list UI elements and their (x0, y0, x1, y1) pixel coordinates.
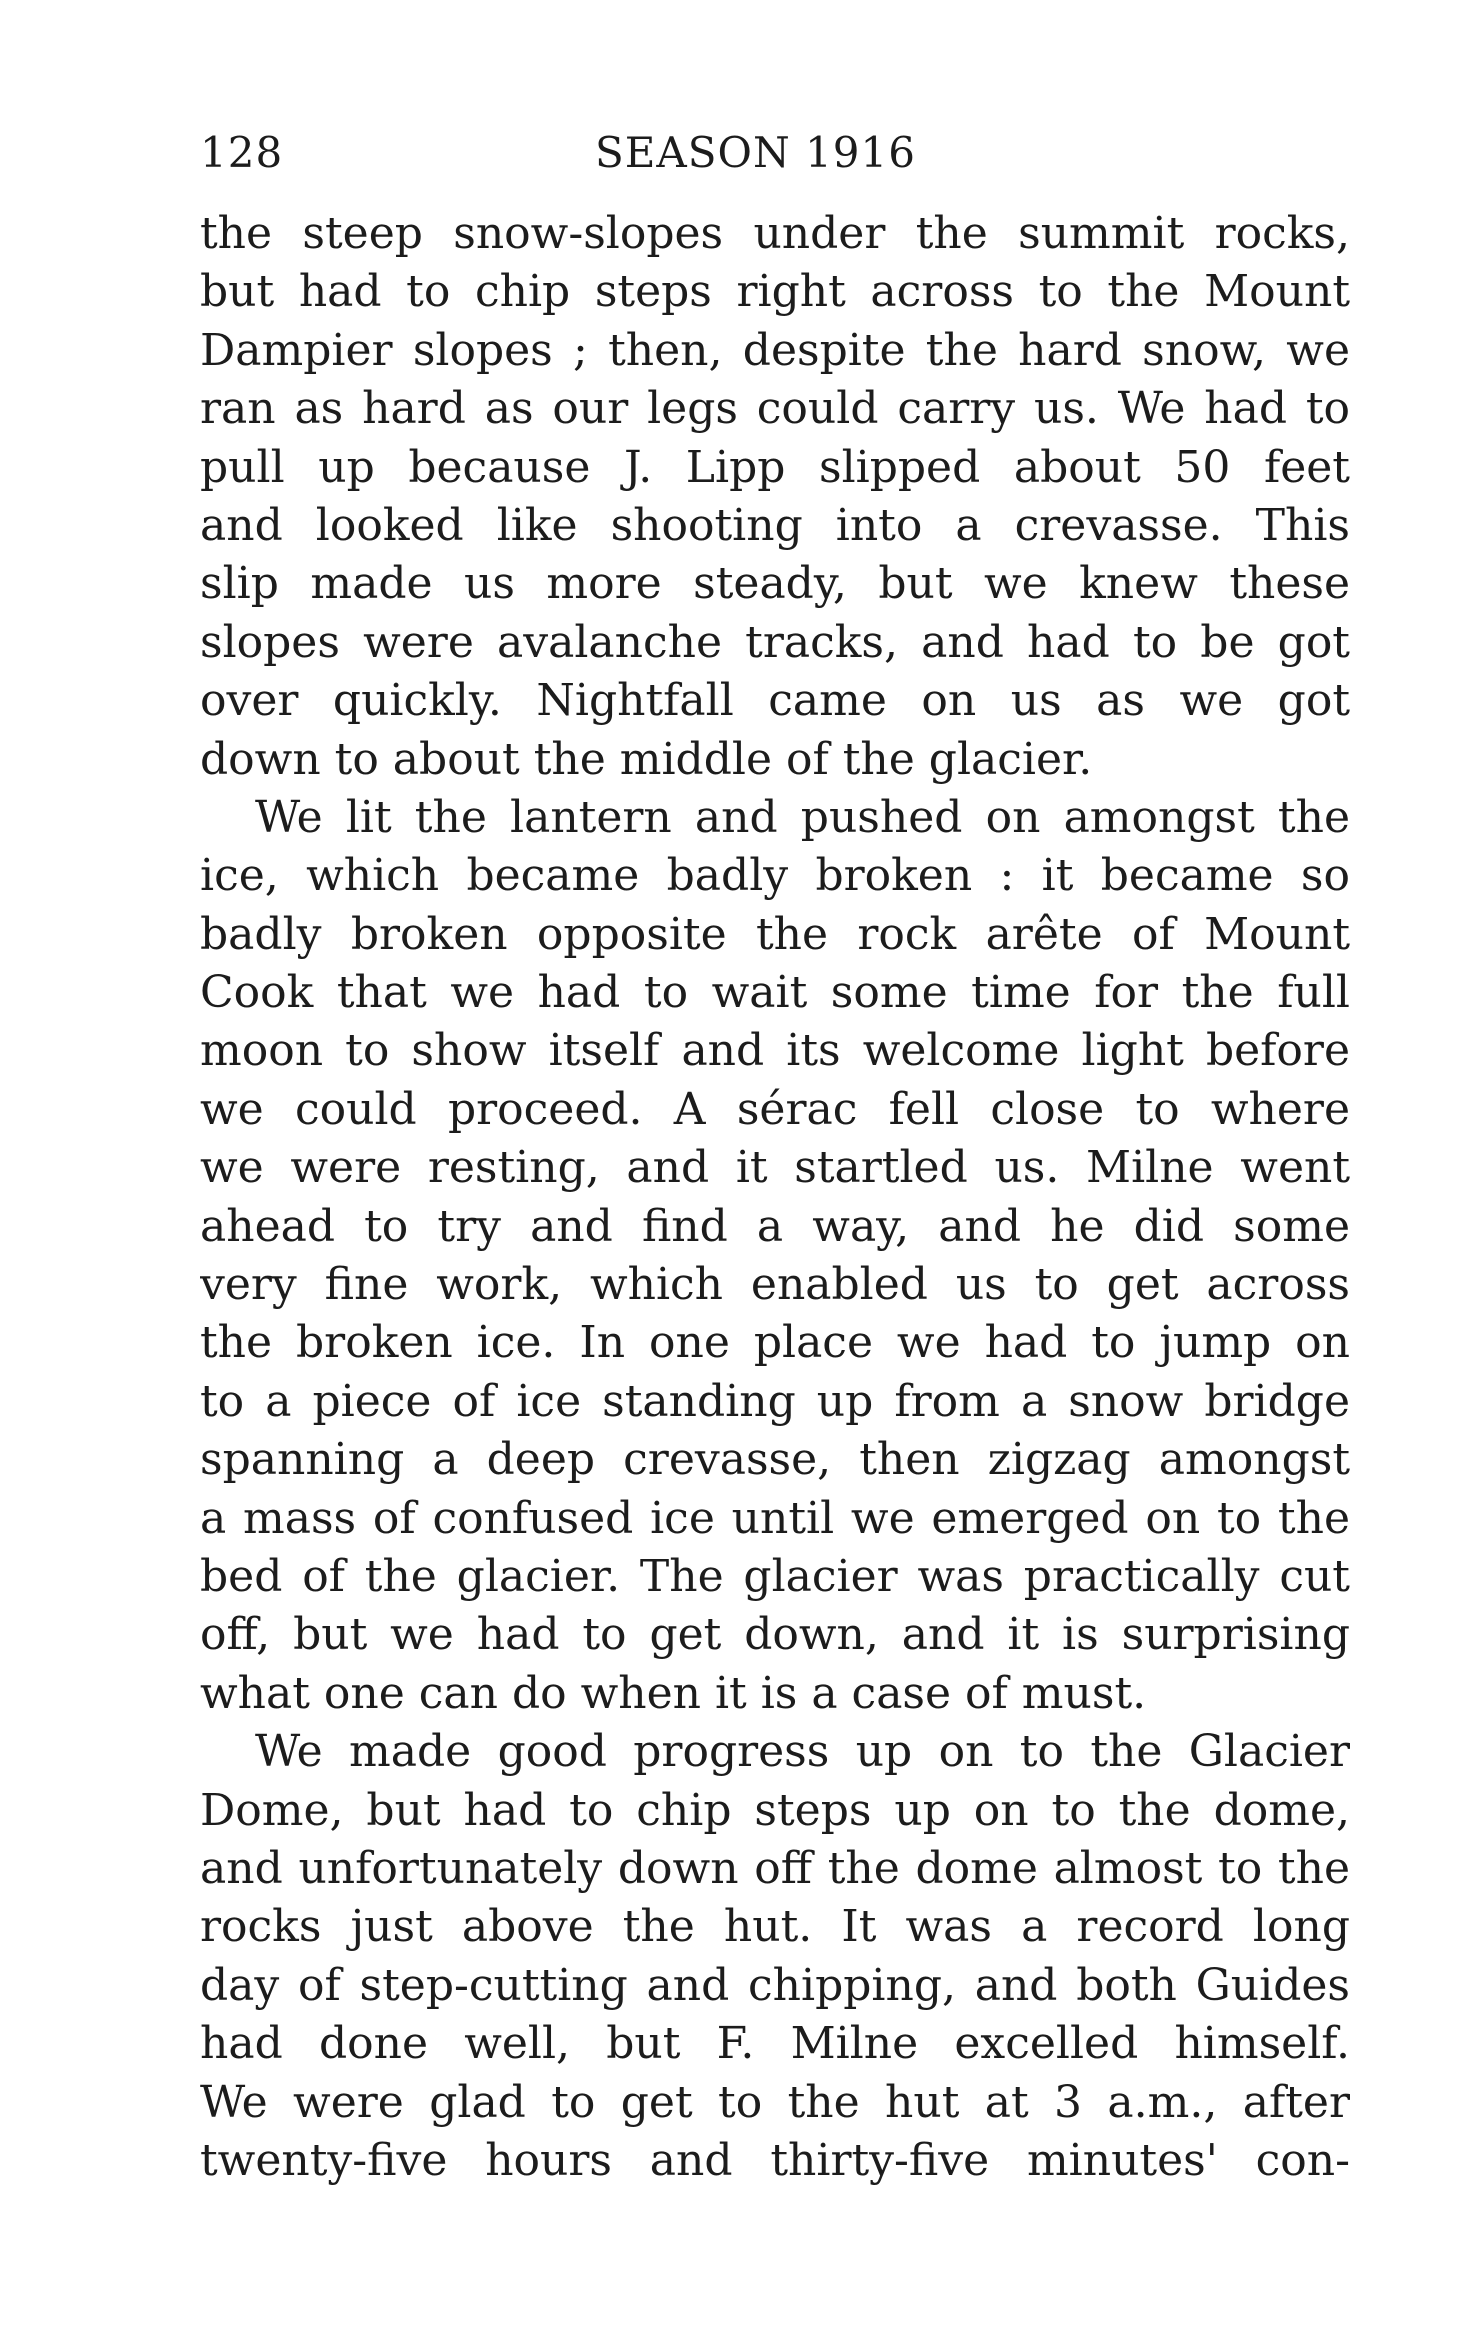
text-line: Cook that we had to wait some time for the full (200, 967, 1350, 1019)
text-line: moon to show itself and its welcome light before (200, 1025, 1350, 1077)
text-line: pull up because J. Lipp slipped about 50 feet (200, 441, 1350, 493)
text-line: Dome, but had to chip steps up on to the dome, (200, 1784, 1350, 1836)
text-line: spanning a deep crevasse, then zigzag amongst (200, 1434, 1350, 1486)
text-line: slip made us more steady, but we knew these (200, 558, 1350, 610)
body-text (200, 205, 1350, 2190)
page-number: 128 (200, 128, 284, 177)
text-line: off, but we had to get down, and it is surprising (200, 1609, 1350, 1661)
text-line: badly broken opposite the rock arête of Mount (200, 908, 1350, 960)
paragraph-2 (200, 789, 1350, 1723)
running-head (200, 118, 1350, 188)
text-line: We made good progress up on to the Glacier (255, 1726, 1350, 1778)
text-line: to a piece of ice standing up from a snow bridge (200, 1375, 1350, 1427)
text-line: ran as hard as our legs could carry us. We had to (200, 383, 1350, 435)
text-line: We lit the lantern and pushed on amongst the (255, 791, 1350, 843)
paragraph-3 (200, 1723, 1350, 2190)
text-line: what one can do when it is a case of must. (200, 1667, 1147, 1719)
text-line: slopes were avalanche tracks, and had to be got (200, 616, 1350, 668)
paragraph-1 (200, 205, 1350, 789)
text-line: over quickly. Nightfall came on us as we got (200, 675, 1350, 727)
text-line: a mass of confused ice until we emerged on to the (200, 1492, 1350, 1544)
text-line: but had to chip steps right across to the Mount (200, 266, 1350, 318)
text-line: We were glad to get to the hut at 3 a.m., after (200, 2076, 1350, 2128)
text-line: ice, which became badly broken : it became so (200, 850, 1350, 902)
text-line: rocks just above the hut. It was a record long (200, 1901, 1350, 1953)
text-line: had done well, but F. Milne excelled himself. (200, 2018, 1350, 2070)
text-line: we could proceed. A sérac fell close to where (200, 1083, 1350, 1135)
text-line: the steep snow-slopes under the summit rocks, (200, 208, 1350, 259)
text-line: bed of the glacier. The glacier was practically cut (200, 1550, 1350, 1602)
text-line: Dampier slopes ; then, despite the hard snow, we (200, 324, 1350, 376)
text-line: twenty-five hours and thirty-five minutes' con- (200, 2134, 1350, 2186)
running-title: SEASON 1916 (595, 128, 916, 177)
text-line: day of step-cutting and chipping, and both Guides (200, 1959, 1350, 2011)
text-line: ahead to try and find a way, and he did some (200, 1200, 1350, 1252)
text-line: down to about the middle of the glacier. (200, 733, 1093, 785)
text-line: very fine work, which enabled us to get across (200, 1259, 1350, 1311)
text-line: the broken ice. In one place we had to jump on (200, 1317, 1350, 1369)
text-line: we were resting, and it startled us. Milne went (200, 1142, 1350, 1194)
text-line: and unfortunately down off the dome almost to the (200, 1842, 1350, 1894)
text-line: and looked like shooting into a crevasse. This (200, 499, 1350, 551)
